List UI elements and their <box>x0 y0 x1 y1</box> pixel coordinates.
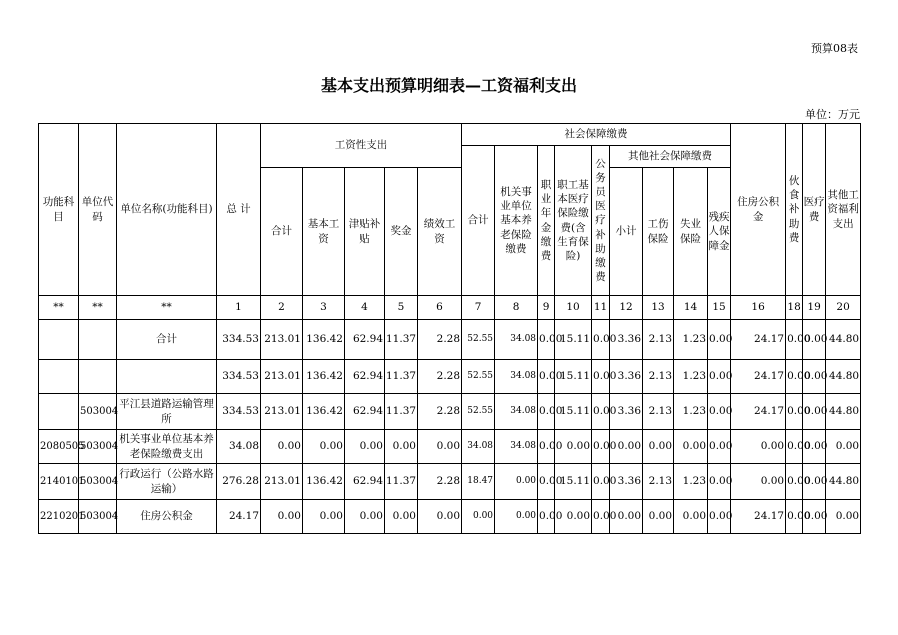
value-cell: 62.94 <box>345 320 385 360</box>
func-code-cell: 2140101 <box>39 464 79 500</box>
value-cell: 2.28 <box>418 464 462 500</box>
value-cell: 0.00 <box>555 430 592 464</box>
func-code-cell: 2210201 <box>39 500 79 534</box>
value-cell: 0.00 <box>261 500 303 534</box>
column-index-cell: 11 <box>592 296 610 320</box>
header-allowance: 津贴补贴 <box>345 168 385 296</box>
value-cell: 0.00 <box>261 430 303 464</box>
value-cell: 1.23 <box>674 464 708 500</box>
column-index-cell: 13 <box>643 296 674 320</box>
header-meal: 伙食补助费 <box>786 124 803 296</box>
value-cell: 52.55 <box>462 394 495 430</box>
value-cell: 34.08 <box>495 360 538 394</box>
value-cell: 0.00 <box>345 430 385 464</box>
form-number: 预算08表 <box>811 42 858 55</box>
column-index-cell: 5 <box>385 296 418 320</box>
value-cell: 18.47 <box>462 464 495 500</box>
value-cell: 136.42 <box>303 394 345 430</box>
unit-code-cell: 503004 <box>79 500 117 534</box>
func-code-cell <box>39 360 79 394</box>
value-cell: 1.23 <box>674 394 708 430</box>
value-cell: 1.23 <box>674 360 708 394</box>
budget-table <box>38 123 861 534</box>
header-medical: 职工基本医疗保险缴费(含生育保险) <box>555 146 592 296</box>
column-index-row <box>39 296 861 320</box>
value-cell: 52.55 <box>462 360 495 394</box>
unit-name-cell: 住房公积金 <box>117 500 217 534</box>
value-cell: 15.11 <box>555 320 592 360</box>
value-cell: 334.53 <box>217 360 261 394</box>
value-cell: 0.00 <box>592 464 610 500</box>
value-cell: 24.17 <box>217 500 261 534</box>
value-cell: 334.53 <box>217 320 261 360</box>
table-row <box>39 394 861 430</box>
value-cell: 0.00 <box>786 394 803 430</box>
value-cell: 213.01 <box>261 394 303 430</box>
unit-name-cell: 机关事业单位基本养老保险缴费支出 <box>117 430 217 464</box>
column-index-cell: ** <box>39 296 79 320</box>
value-cell: 34.08 <box>495 320 538 360</box>
value-cell: 0.00 <box>803 320 826 360</box>
header-unit-name: 单位名称(功能科目) <box>117 124 217 296</box>
value-cell: 0.00 <box>674 430 708 464</box>
column-index-cell: ** <box>117 296 217 320</box>
column-index-cell: 18 <box>786 296 803 320</box>
value-cell: 44.80 <box>826 394 861 430</box>
column-index-cell: 3 <box>303 296 345 320</box>
column-index-cell: 6 <box>418 296 462 320</box>
table-row <box>39 320 861 360</box>
unit-name-cell: 行政运行（公路水路运输） <box>117 464 217 500</box>
value-cell: 0.00 <box>592 430 610 464</box>
value-cell: 0.00 <box>538 464 555 500</box>
unit-code-cell <box>79 360 117 394</box>
unit-name-cell: 平江县道路运输管理所 <box>117 394 217 430</box>
unit-name-cell <box>117 360 217 394</box>
unit-code-cell: 503004 <box>79 430 117 464</box>
value-cell: 0.00 <box>592 394 610 430</box>
value-cell: 0.00 <box>803 464 826 500</box>
value-cell: 0.00 <box>708 394 731 430</box>
value-cell: 0.00 <box>555 500 592 534</box>
column-index-cell: 20 <box>826 296 861 320</box>
value-cell: 24.17 <box>731 360 786 394</box>
unit-name-cell: 合计 <box>117 320 217 360</box>
value-cell: 11.37 <box>385 320 418 360</box>
table-body <box>39 320 861 534</box>
column-index-cell: 8 <box>495 296 538 320</box>
value-cell: 334.53 <box>217 394 261 430</box>
value-cell: 11.37 <box>385 394 418 430</box>
value-cell: 0.00 <box>303 430 345 464</box>
value-cell: 0.00 <box>495 464 538 500</box>
value-cell: 44.80 <box>826 320 861 360</box>
value-cell: 34.08 <box>217 430 261 464</box>
value-cell: 2.13 <box>643 320 674 360</box>
column-index-cell: 4 <box>345 296 385 320</box>
value-cell: 11.37 <box>385 360 418 394</box>
value-cell: 0.00 <box>674 500 708 534</box>
unit-code-cell: 503004 <box>79 394 117 430</box>
value-cell: 0.00 <box>708 464 731 500</box>
table-header <box>39 124 861 320</box>
value-cell: 0.00 <box>803 500 826 534</box>
value-cell: 0.00 <box>610 500 643 534</box>
value-cell: 2.28 <box>418 394 462 430</box>
header-perf-wage: 绩效工资 <box>418 168 462 296</box>
header-medfee: 医疗费 <box>803 124 826 296</box>
column-index-cell: 2 <box>261 296 303 320</box>
value-cell: 2.28 <box>418 360 462 394</box>
header-injury: 工伤保险 <box>643 168 674 296</box>
header-total: 总 计 <box>217 124 261 296</box>
header-other-group: 其他社会保障缴费 <box>610 146 731 168</box>
value-cell: 0.00 <box>731 430 786 464</box>
column-index-cell: 16 <box>731 296 786 320</box>
value-cell: 0.00 <box>592 360 610 394</box>
value-cell: 0.00 <box>708 360 731 394</box>
table-row <box>39 430 861 464</box>
value-cell: 0.00 <box>803 430 826 464</box>
value-cell: 0.00 <box>643 500 674 534</box>
column-index-cell: 1 <box>217 296 261 320</box>
header-disabled: 残疾人保障金 <box>708 168 731 296</box>
value-cell: 15.11 <box>555 464 592 500</box>
value-cell: 2.13 <box>643 360 674 394</box>
value-cell: 0.00 <box>538 320 555 360</box>
header-annuity: 职业年金缴费 <box>538 146 555 296</box>
header-basic-wage: 基本工资 <box>303 168 345 296</box>
value-cell: 0.00 <box>786 430 803 464</box>
value-cell: 0.00 <box>803 360 826 394</box>
value-cell: 0.00 <box>826 500 861 534</box>
header-func-code: 功能科目 <box>39 124 79 296</box>
value-cell: 0.00 <box>385 430 418 464</box>
value-cell: 62.94 <box>345 394 385 430</box>
value-cell: 0.00 <box>495 500 538 534</box>
value-cell: 136.42 <box>303 360 345 394</box>
header-other-wf: 其他工资福利支出 <box>826 124 861 296</box>
header-wage-sum: 合计 <box>261 168 303 296</box>
value-cell: 0.00 <box>786 360 803 394</box>
value-cell: 0.00 <box>786 320 803 360</box>
func-code-cell: 2080505 <box>39 430 79 464</box>
header-social-group: 社会保障缴费 <box>462 124 731 146</box>
value-cell: 0.00 <box>462 500 495 534</box>
header-pension: 机关事业单位基本养老保险缴费 <box>495 146 538 296</box>
value-cell: 52.55 <box>462 320 495 360</box>
value-cell: 0.00 <box>708 430 731 464</box>
value-cell: 0.00 <box>643 430 674 464</box>
value-cell: 1.23 <box>674 320 708 360</box>
column-index-cell: 14 <box>674 296 708 320</box>
func-code-cell <box>39 394 79 430</box>
value-cell: 0.00 <box>786 500 803 534</box>
column-index-cell: 10 <box>555 296 592 320</box>
header-unit-code: 单位代码 <box>79 124 117 296</box>
value-cell: 34.08 <box>495 394 538 430</box>
column-index-cell: 9 <box>538 296 555 320</box>
value-cell: 24.17 <box>731 394 786 430</box>
value-cell: 213.01 <box>261 320 303 360</box>
value-cell: 136.42 <box>303 464 345 500</box>
value-cell: 3.36 <box>610 320 643 360</box>
table-row <box>39 500 861 534</box>
value-cell: 34.08 <box>462 430 495 464</box>
value-cell: 0.00 <box>418 500 462 534</box>
value-cell: 11.37 <box>385 464 418 500</box>
value-cell: 3.36 <box>610 464 643 500</box>
value-cell: 24.17 <box>731 500 786 534</box>
header-wage-group: 工资性支出 <box>261 124 462 168</box>
value-cell: 276.28 <box>217 464 261 500</box>
value-cell: 0.00 <box>538 500 555 534</box>
value-cell: 0.00 <box>610 430 643 464</box>
value-cell: 2.13 <box>643 394 674 430</box>
value-cell: 0.00 <box>538 360 555 394</box>
value-cell: 213.01 <box>261 464 303 500</box>
value-cell: 0.00 <box>538 430 555 464</box>
value-cell: 0.00 <box>708 500 731 534</box>
value-cell: 62.94 <box>345 464 385 500</box>
header-housing: 住房公积金 <box>731 124 786 296</box>
table-row <box>39 360 861 394</box>
header-other-sum: 小计 <box>610 168 643 296</box>
value-cell: 0.00 <box>826 430 861 464</box>
value-cell: 0.00 <box>731 464 786 500</box>
value-cell: 44.80 <box>826 464 861 500</box>
header-unemploy: 失业保险 <box>674 168 708 296</box>
unit-code-cell <box>79 320 117 360</box>
value-cell: 0.00 <box>418 430 462 464</box>
unit-code-cell: 503004 <box>79 464 117 500</box>
value-cell: 0.00 <box>592 500 610 534</box>
unit-label: 单位：万元 <box>805 108 860 121</box>
value-cell: 0.00 <box>708 320 731 360</box>
value-cell: 2.28 <box>418 320 462 360</box>
column-index-cell: 15 <box>708 296 731 320</box>
header-social-sum: 合计 <box>462 146 495 296</box>
table-row <box>39 464 861 500</box>
value-cell: 136.42 <box>303 320 345 360</box>
value-cell: 0.00 <box>592 320 610 360</box>
value-cell: 0.00 <box>538 394 555 430</box>
value-cell: 34.08 <box>495 430 538 464</box>
column-index-cell: 12 <box>610 296 643 320</box>
value-cell: 3.36 <box>610 360 643 394</box>
value-cell: 0.00 <box>385 500 418 534</box>
value-cell: 0.00 <box>786 464 803 500</box>
value-cell: 44.80 <box>826 360 861 394</box>
value-cell: 15.11 <box>555 360 592 394</box>
page-title: 基本支出预算明细表—工资福利支出 <box>320 76 577 95</box>
value-cell: 0.00 <box>803 394 826 430</box>
value-cell: 15.11 <box>555 394 592 430</box>
value-cell: 0.00 <box>345 500 385 534</box>
value-cell: 213.01 <box>261 360 303 394</box>
header-civil-medical: 公务员医疗补助缴费 <box>592 146 610 296</box>
value-cell: 0.00 <box>303 500 345 534</box>
column-index-cell: 19 <box>803 296 826 320</box>
value-cell: 2.13 <box>643 464 674 500</box>
value-cell: 62.94 <box>345 360 385 394</box>
func-code-cell <box>39 320 79 360</box>
column-index-cell: ** <box>79 296 117 320</box>
value-cell: 24.17 <box>731 320 786 360</box>
column-index-cell: 7 <box>462 296 495 320</box>
header-bonus: 奖金 <box>385 168 418 296</box>
value-cell: 3.36 <box>610 394 643 430</box>
